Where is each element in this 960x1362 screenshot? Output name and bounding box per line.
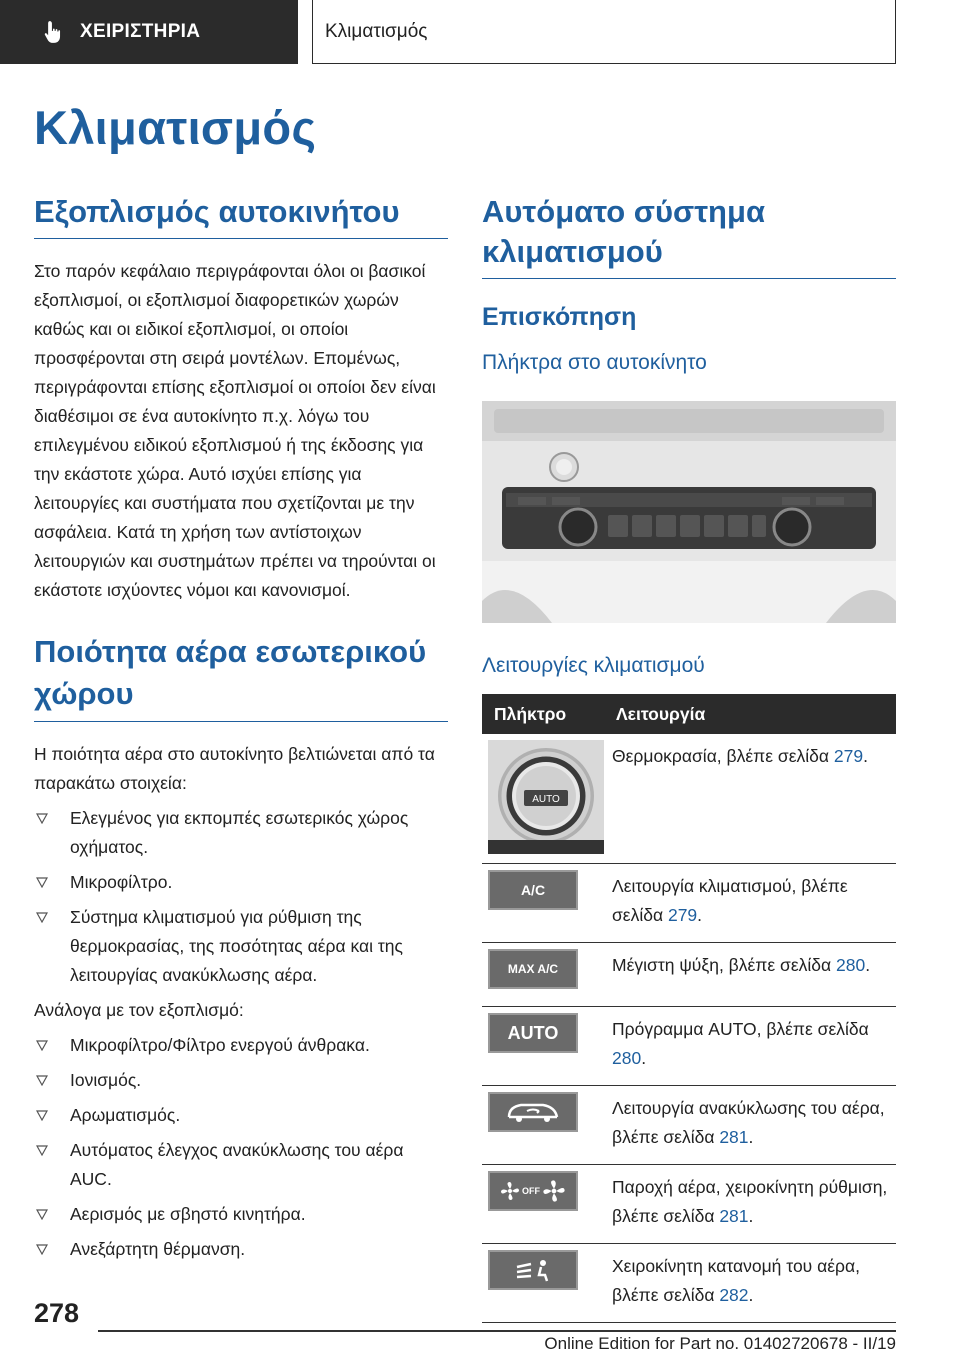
climate-control-panel-photo bbox=[482, 401, 896, 623]
auto-knob-icon bbox=[488, 740, 604, 854]
page-header bbox=[0, 0, 960, 66]
triangle-bullet-icon bbox=[36, 1244, 48, 1255]
section-heading-vehicle-equipment: Εξοπλισμός αυτοκινήτου bbox=[34, 192, 448, 239]
triangle-bullet-icon bbox=[36, 877, 48, 888]
function-text: Παροχή αέρα, χειροκίνητη ρύθμιση, βλέπε σελίδα bbox=[612, 1177, 888, 1226]
col-header-button: Πλήκτρο bbox=[482, 694, 604, 734]
table-row: MAX A/C Μέγιστη ψύξη, βλέπε σελίδα 280. bbox=[482, 943, 896, 1007]
page-link[interactable]: 281 bbox=[719, 1206, 749, 1226]
edition-footer: Online Edition for Part no. 01402720678 - II/19 bbox=[544, 1334, 896, 1353]
air-distribution-button-icon bbox=[488, 1250, 578, 1290]
table-header-row bbox=[482, 694, 896, 734]
list-item: Ελεγμένος για εκπομπές εσωτερικός χώρος οχήματος. bbox=[34, 804, 448, 862]
page-link[interactable]: 279 bbox=[667, 905, 698, 925]
auto-button-icon: AUTO bbox=[488, 1013, 578, 1053]
subheading-buttons-in-car: Πλήκτρα στο αυτοκίνητο bbox=[482, 351, 707, 374]
table-row: Λειτουργία ανακύκλωσης του αέρα, βλέπε σελίδα 281. bbox=[482, 1086, 896, 1165]
triangle-bullet-icon bbox=[36, 1145, 48, 1156]
list-item: Μικροφίλτρο/Φίλτρο ενεργού άνθρακα. bbox=[34, 1031, 448, 1060]
section-heading-air-quality: Ποιότητα αέρα εσωτερικού χώρου bbox=[34, 631, 448, 722]
air-quality-list bbox=[34, 804, 448, 990]
triangle-bullet-icon bbox=[36, 1110, 48, 1121]
function-text: Πρόγραμμα AUTO, βλέπε σελίδα bbox=[612, 1019, 869, 1039]
recirculation-button-icon bbox=[488, 1092, 578, 1132]
max-ac-button-icon: MAX A/C bbox=[488, 949, 578, 989]
page-link[interactable]: 280 bbox=[612, 1048, 642, 1068]
optional-equipment-list bbox=[34, 1031, 448, 1264]
list-item: Μικροφίλτρο. bbox=[34, 868, 448, 897]
section-tab-label: ΧΕΙΡΙΣΤΗΡΙΑ bbox=[80, 21, 201, 42]
ac-button-icon: A/C bbox=[488, 870, 578, 910]
chapter-tab-label: Κλιματισμός bbox=[325, 20, 428, 42]
section-tab[interactable] bbox=[0, 0, 298, 64]
chapter-tab bbox=[312, 0, 896, 64]
page-link[interactable]: 280 bbox=[835, 955, 866, 975]
col-header-function: Λειτουργία bbox=[604, 694, 896, 734]
hand-pointer-icon bbox=[40, 19, 66, 45]
function-text: Χειροκίνητη κατανομή του αέρα, βλέπε σελίδα bbox=[612, 1256, 860, 1305]
equipment-dependent-label: Ανάλογα με τον εξοπλισμό: bbox=[34, 1000, 244, 1020]
function-text: Λειτουργία ανακύκλωσης του αέρα, βλέπε σελίδα bbox=[612, 1098, 885, 1147]
air-quality-intro: Η ποιότητα αέρα στο αυτοκίνητο βελτιώνεται από τα παρακάτω στοιχεία: bbox=[34, 744, 435, 793]
climate-functions-table bbox=[482, 694, 896, 1323]
function-text: Λειτουργία κλιματισμού, βλέπε σελίδα bbox=[612, 876, 848, 925]
left-column bbox=[34, 192, 448, 1264]
table-row: OFF Παροχή αέρα, χειροκίνητη ρύθμιση, βλέπε σελίδα 281. bbox=[482, 1165, 896, 1244]
page-link[interactable]: 282 bbox=[719, 1285, 749, 1305]
table-row: AUTO Πρόγραμμα AUTO, βλέπε σελίδα 280. bbox=[482, 1007, 896, 1086]
list-item: Αυτόματος έλεγχος ανακύκλωσης του αέρα AUC. bbox=[34, 1136, 448, 1194]
table-row: AUTO Θερμοκρασία, βλέπε σελίδα 279. bbox=[482, 734, 896, 864]
page-link[interactable]: 281 bbox=[719, 1127, 749, 1147]
table-row: Χειροκίνητη κατανομή του αέρα, βλέπε σελίδα 282. bbox=[482, 1244, 896, 1323]
list-item: Αερισμός με σβηστό κινητήρα. bbox=[34, 1200, 448, 1229]
page-title: Κλιματισμός bbox=[34, 101, 317, 154]
list-item: Σύστημα κλιματισμού για ρύθμιση της θερμοκρασίας, της ποσότητας αέρα και της λειτουργίας ανακύκλωσης αέρα. bbox=[34, 903, 448, 990]
subheading-overview: Επισκόπηση bbox=[482, 303, 637, 331]
list-item: Ιονισμός. bbox=[34, 1066, 448, 1095]
triangle-bullet-icon bbox=[36, 1040, 48, 1051]
triangle-bullet-icon bbox=[36, 912, 48, 923]
triangle-bullet-icon bbox=[36, 1209, 48, 1220]
triangle-bullet-icon bbox=[36, 813, 48, 824]
fan-button-icon: OFF bbox=[488, 1171, 578, 1211]
page-number: 278 bbox=[34, 1298, 80, 1328]
subheading-climate-functions: Λειτουργίες κλιματισμού bbox=[482, 654, 705, 677]
list-item: Ανεξάρτητη θέρμανση. bbox=[34, 1235, 448, 1264]
function-text: Θερμοκρασία, βλέπε σελίδα bbox=[612, 746, 834, 766]
triangle-bullet-icon bbox=[36, 1075, 48, 1086]
page-link[interactable]: 279 bbox=[833, 746, 864, 766]
equipment-paragraph: Στο παρόν κεφάλαιο περιγράφονται όλοι οι βασικοί εξοπλισμοί, οι εξοπλισμοί διαφορετικών χωρών καθώς και οι ειδικοί εξοπλισμοί, οι οποίοι προσφέρονται στη σειρά μοντέλων. Επομένως, περιγράφονται επίσης εξοπλισμοί οι οποίοι δεν είναι διαθέσιμοι σε ένα αυτοκίνητο π.χ. λόγω του επιλεγμένου ειδικού εξοπλισμού ή της έκδοσης για την εκάστοτε χώρα. Αυτό ισχύει επίσης για λειτουργίες και συστήματα που σχετίζονται με την ασφάλεια. Κατά τη χρήση των αντίστοιχων λειτουργιών και συστημάτων πρέπει να τηρούνται οι εκάστοτε ισχύοντες νόμοι και κανονισμοί. bbox=[34, 261, 436, 600]
svg-text:AUTO: AUTO bbox=[532, 794, 560, 805]
right-column bbox=[482, 192, 896, 1323]
list-item: Αρωματισμός. bbox=[34, 1101, 448, 1130]
section-heading-auto-climate: Αυτόματο σύστημα κλιματισμού bbox=[482, 192, 896, 279]
function-text: Μέγιστη ψύξη, βλέπε σελίδα bbox=[612, 955, 836, 975]
footer-divider bbox=[98, 1330, 896, 1332]
table-row: A/C Λειτουργία κλιματισμού, βλέπε σελίδα 279. bbox=[482, 864, 896, 943]
